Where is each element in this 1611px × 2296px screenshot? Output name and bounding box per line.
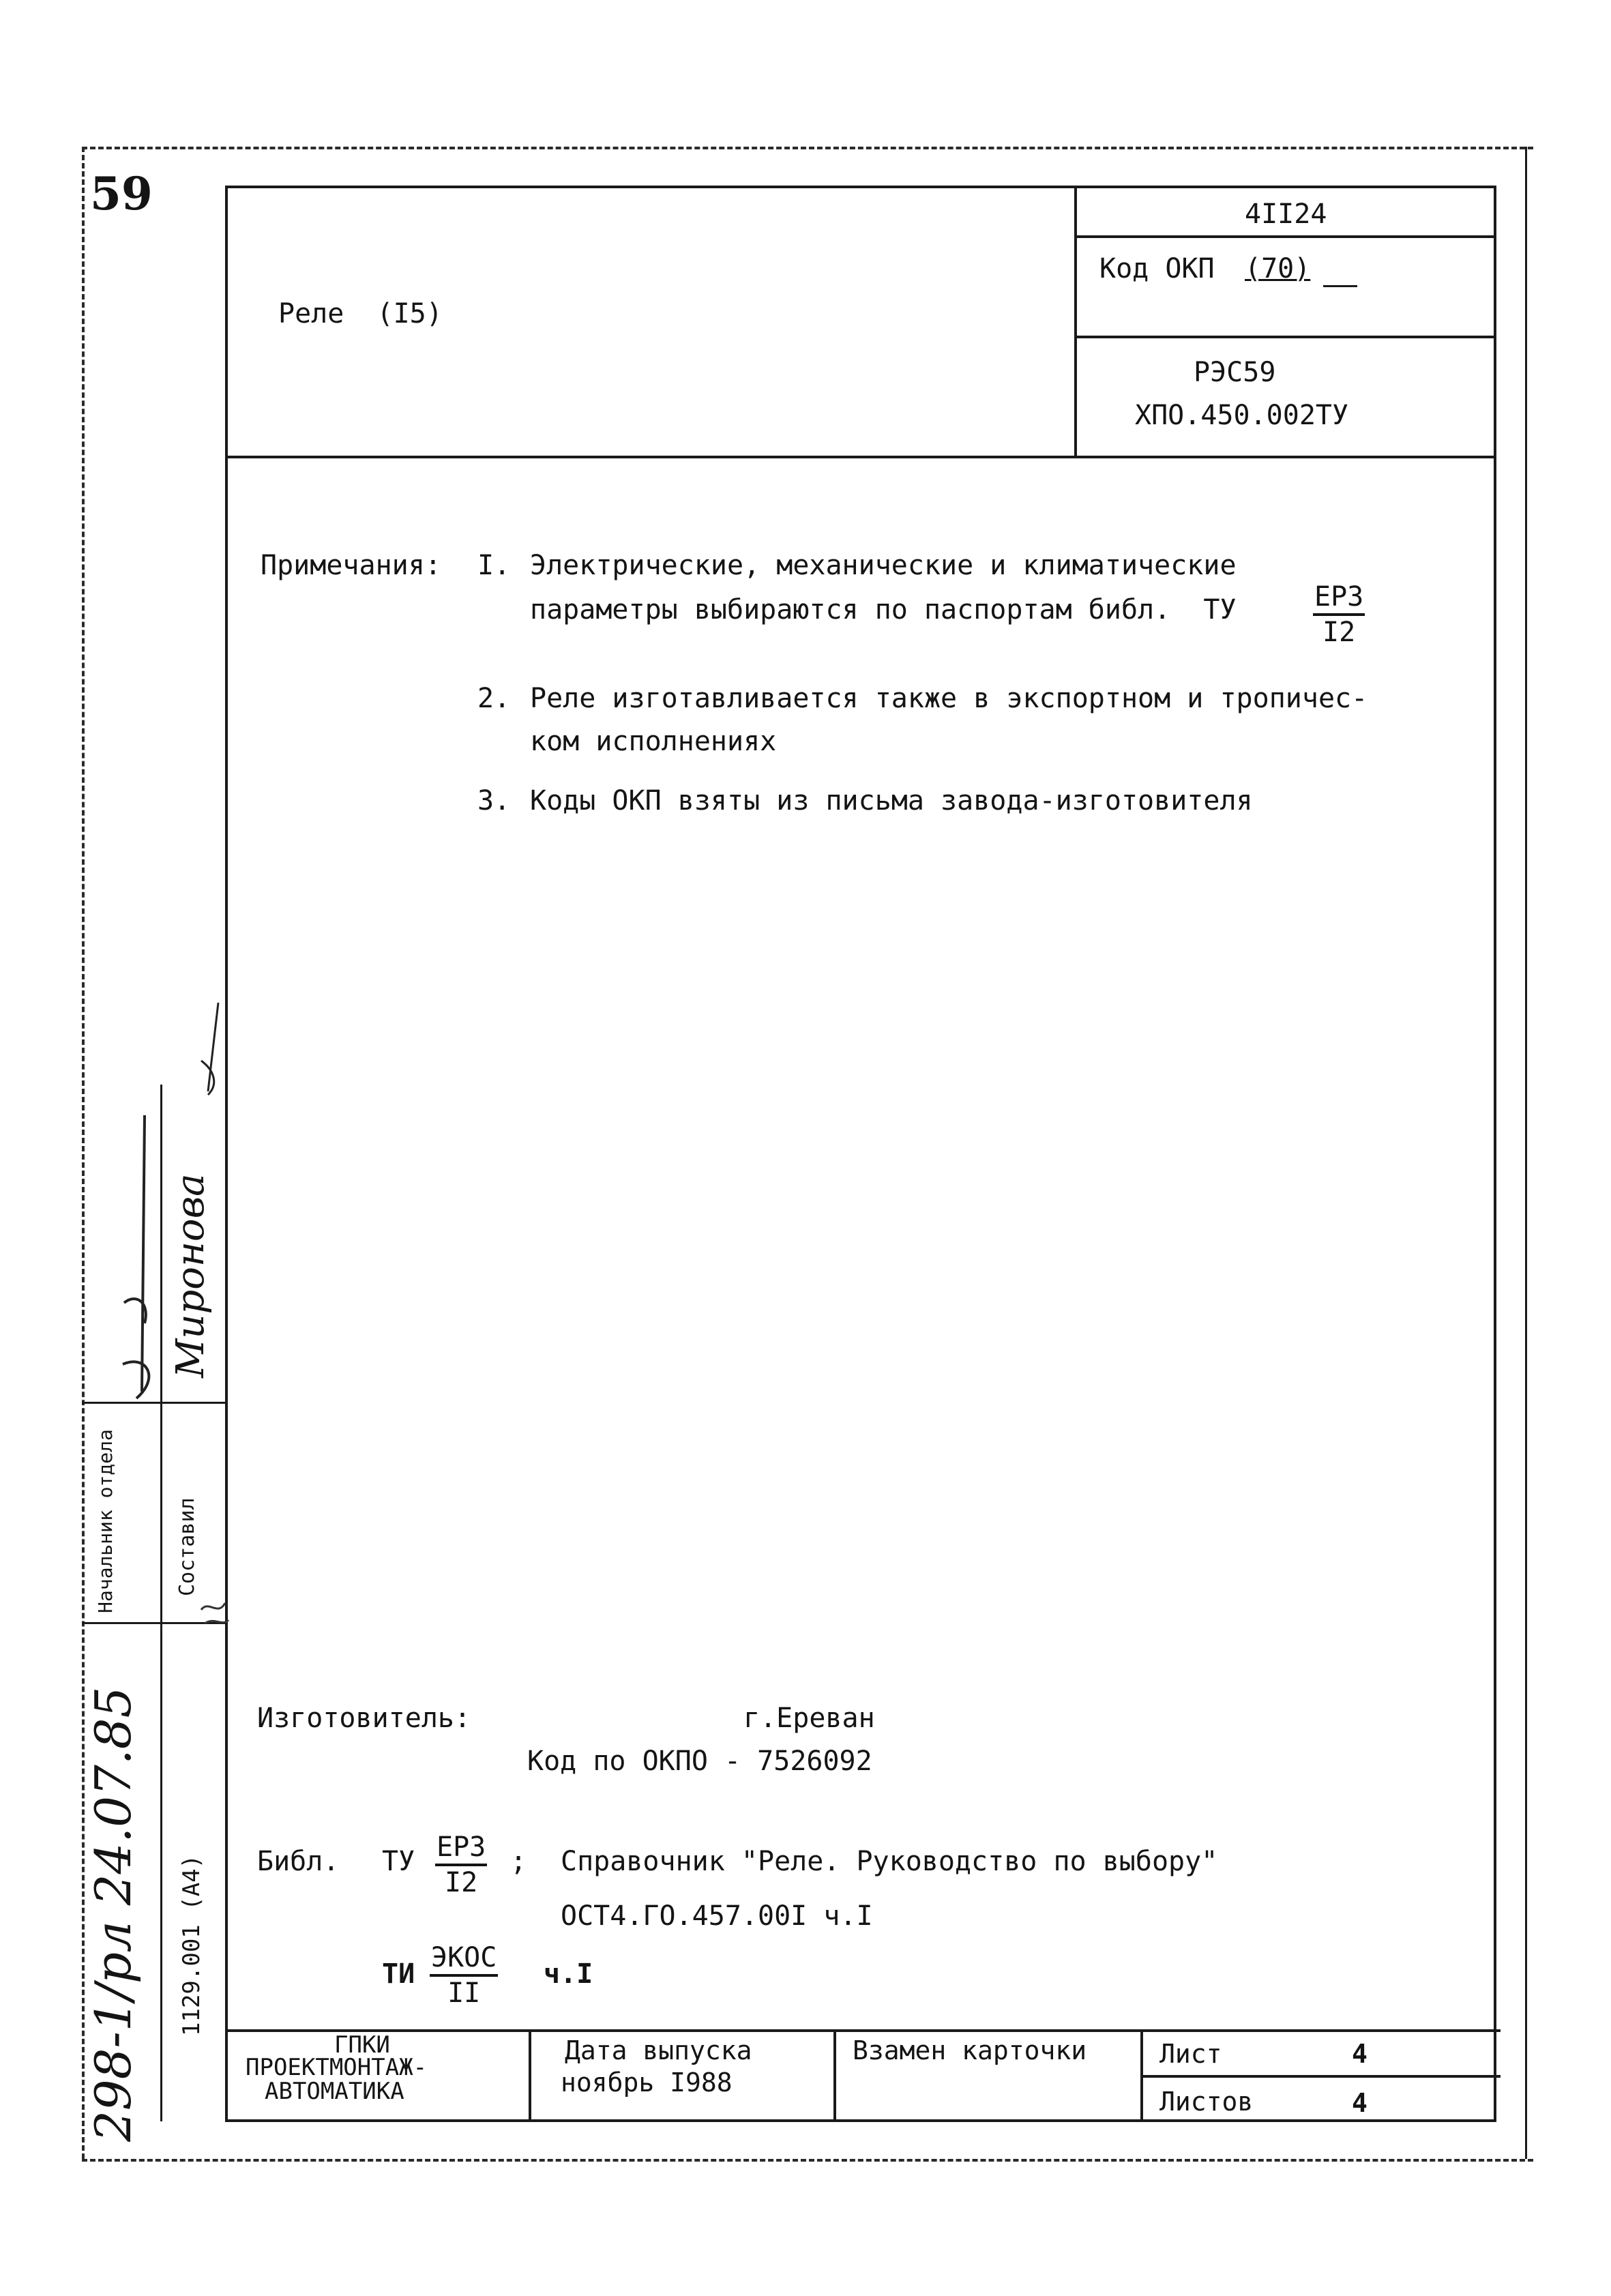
library-tu-denominator: I2 [445,1867,478,1898]
card-right-border [1494,186,1496,2119]
sheets-label: Листов [1159,2087,1254,2117]
footer-top-border [225,2029,1501,2032]
outer-frame-right [1525,147,1527,2159]
org-line-1: ГПКИ [334,2031,390,2059]
library-ti-denominator: II [447,1977,481,2009]
card-title: Реле (I5) [278,298,443,329]
note-1-line-2: параметры выбираются по паспортам библ. ТУ [530,594,1237,625]
library-separator: ; [510,1846,527,1877]
header-divider [225,456,1494,458]
outer-frame-bottom [82,2159,1533,2162]
initials-scribble [201,1603,228,1623]
okp-label: Код ОКП [1099,253,1215,284]
group-code: 4II24 [1245,198,1327,230]
library-tu-label: ТУ [382,1846,415,1877]
footer-sheet-divider [1140,2075,1501,2078]
note-tu-denominator: I2 [1322,617,1356,648]
compiled-signature-check [201,1003,218,1095]
manufacturer-city: г.Ереван [743,1703,875,1734]
footer-divider-2 [833,2029,836,2119]
card-bottom-border [225,2119,1496,2122]
card-top-border [225,186,1494,188]
release-date-label: Дата выпуска [565,2035,752,2065]
compiled-by-signature: Миронова [168,1173,213,1378]
okp-underline-extension [1323,285,1357,287]
replaces-card-label: Взамен карточки [853,2035,1087,2065]
note-1-line-1: Электрические, механические и климатические [530,550,1237,581]
note-3-number: 3. [477,785,511,816]
signature-strokes [82,982,239,1637]
okp-value: (70) [1245,253,1311,284]
release-date-value: ноябрь I988 [561,2067,733,2098]
note-2-number: 2. [477,683,511,714]
header-right-line-1 [1074,235,1494,238]
footer-divider-3 [1140,2029,1143,2119]
org-line-3: АВТОМАТИКА [265,2078,404,2105]
spec-number: ХПО.450.002ТУ [1135,400,1349,431]
library-ti-label: ТИ [382,1958,415,1990]
sheet-value: 4 [1352,2039,1368,2069]
form-code: 1129.001 (A4) [178,1854,205,2036]
header-right-line-2 [1074,336,1494,338]
sheets-value: 4 [1352,2088,1368,2118]
head-of-department-label: Начальник отдела [94,1429,117,1613]
note-tu-numerator: ЕРЗ [1313,582,1365,616]
note-2-line-2: ком исполнениях [530,726,777,757]
handwritten-registration-number: 298-1/рл 24.07.85 [85,1686,142,2142]
compiled-by-label: Составил [175,1497,199,1596]
note-2-line-1: Реле изготавливается также в экспортном и тропичес- [530,683,1368,714]
library-tu-fraction [435,1832,487,1898]
library-ti-numerator: ЭКОС [430,1943,498,1977]
note-tu-fraction [1313,582,1365,647]
okpo-code: Код по ОКПО - 7526092 [527,1746,872,1777]
note-3-line-1: Коды ОКП взяты из письма завода-изготовителя [530,785,1253,816]
page-number: 59 [90,167,153,220]
notes-label: Примечания: [261,550,441,581]
library-ti-part: ч.I [544,1958,593,1990]
head-signature-stroke [123,1115,149,1398]
outer-frame-top [82,147,1533,149]
manufacturer-label: Изготовитель: [257,1703,471,1734]
library-reference: Справочник "Реле. Руководство по выбору" [561,1846,1218,1877]
relay-model: РЭС59 [1194,357,1276,388]
library-ti-fraction [430,1943,498,2008]
library-ost: ОСТ4.ГО.457.00I ч.I [561,1900,873,1932]
note-1-number: I. [477,550,511,581]
library-tu-numerator: ЕРЗ [435,1832,487,1866]
footer-divider-1 [529,2029,531,2119]
org-line-2: ПРОЕКТМОНТАЖ- [246,2054,428,2081]
sheet-label: Лист [1159,2039,1222,2069]
header-vertical-divider [1074,186,1077,456]
library-label: Библ. [257,1846,340,1877]
